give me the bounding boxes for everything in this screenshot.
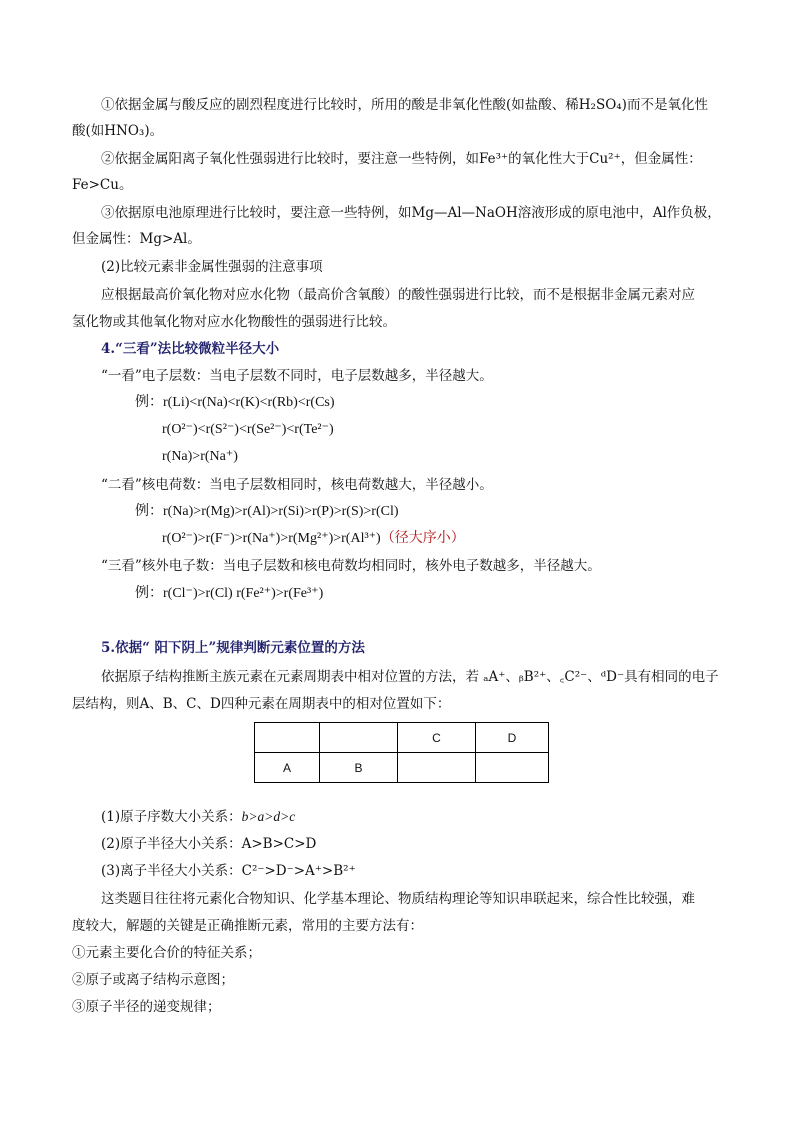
method-item: ②原子或离子结构示意图；	[72, 972, 234, 988]
example-line	[162, 530, 465, 548]
example-line: r(Na)>r(Na⁺)	[162, 449, 238, 464]
paragraph-line: ②依据金属阳离子氧化性强弱进行比较时，要注意一些特例，如Fe³⁺的氧化性大于Cu²⁺，但金属性：	[101, 151, 702, 167]
rule-one: “一看”电子层数：当电子层数不同时，电子层数越多，半径越大。	[101, 368, 493, 384]
relation-label: (1)原子序数大小关系：	[101, 809, 242, 825]
paragraph-line: 酸(如HNO₃)。	[72, 123, 164, 139]
paragraph-line: 度较大，解题的关键是正确推断元素，常用的主要方法有：	[72, 918, 423, 934]
paragraph-line: 应根据最高价氧化物对应水化物（最高价含氧酸）的酸性强弱进行比较，而不是根据非金属元素对应	[101, 287, 695, 303]
paragraph-line: 但金属性：Mg>Al。	[72, 231, 201, 247]
section-heading-4: 4.“三看”法比较微粒半径大小	[101, 341, 280, 357]
table-cell: A	[255, 753, 320, 783]
relation-value: b>a>d>c	[241, 809, 296, 824]
periodic-position-table	[254, 722, 549, 783]
relation-line: (3)离子半径大小关系：C²⁻>D⁻>A⁺>B²⁺	[101, 863, 356, 879]
table-cell: B	[320, 753, 398, 783]
table-cell	[320, 723, 398, 753]
section-heading-5: 5.依据“ 阳下阴上”规律判断元素位置的方法	[101, 640, 365, 656]
relation-line	[101, 808, 295, 826]
table-row	[255, 753, 549, 783]
paragraph-line: 层结构，则A、B、C、D四种元素在周期表中的相对位置如下：	[72, 696, 451, 712]
paragraph-line: ③依据原电池原理进行比较时，要注意一些特例，如Mg—Al—NaOH溶液形成的原电池中，Al作负极，	[101, 205, 721, 221]
example-line: r(O²⁻)<r(S²⁻)<r(Se²⁻)<r(Te²⁻)	[162, 422, 334, 437]
highlight-note: （径大序小）	[380, 531, 465, 546]
table-cell	[476, 753, 549, 783]
table-row	[255, 723, 549, 753]
method-item: ③原子半径的递变规律；	[72, 999, 221, 1015]
paragraph-line: 这类题目往往将元素化合物知识、化学基本理论、物质结构理论等知识串联起来，综合性比较强，难	[101, 891, 695, 907]
example-line: 例：r(Cl⁻)>r(Cl) r(Fe²⁺)>r(Fe³⁺)	[135, 586, 324, 601]
subheading: (2)比较元素非金属性强弱的注意事项	[101, 259, 323, 275]
rule-two: “二看”核电荷数：当电子层数相同时，核电荷数越大，半径越小。	[101, 477, 493, 493]
relation-line: (2)原子半径大小关系：A>B>C>D	[101, 836, 317, 852]
table-cell: D	[476, 723, 549, 753]
example-line: 例：r(Li)<r(Na)<r(K)<r(Rb)<r(Cs)	[135, 395, 335, 410]
method-item: ①元素主要化合价的特征关系；	[72, 945, 261, 961]
table-cell	[255, 723, 320, 753]
paragraph-line: 依据原子结构推断主族元素在元素周期表中相对位置的方法，若 ₐA⁺、ᵦB²⁺、꜀C²⁻、ᵈD⁻具有相同的电子	[101, 669, 719, 685]
paragraph-line: ①依据金属与酸反应的剧烈程度进行比较时，所用的酸是非氧化性酸(如盐酸、稀H₂SO₄)而不是氧化性	[101, 97, 708, 113]
paragraph-line: Fe>Cu。	[72, 177, 133, 193]
table-cell: C	[398, 723, 476, 753]
table-cell	[398, 753, 476, 783]
example-text: r(O²⁻)>r(F⁻)>r(Na⁺)>r(Mg²⁺)>r(Al³⁺)	[162, 531, 381, 546]
paragraph-line: 氢化物或其他氧化物对应水化物酸性的强弱进行比较。	[72, 314, 396, 330]
rule-three: “三看”核外电子数：当电子层数和核电荷数均相同时，核外电子数越多，半径越大。	[101, 558, 601, 574]
example-line: 例：r(Na)>r(Mg)>r(Al)>r(Si)>r(P)>r(S)>r(Cl)	[135, 504, 399, 519]
